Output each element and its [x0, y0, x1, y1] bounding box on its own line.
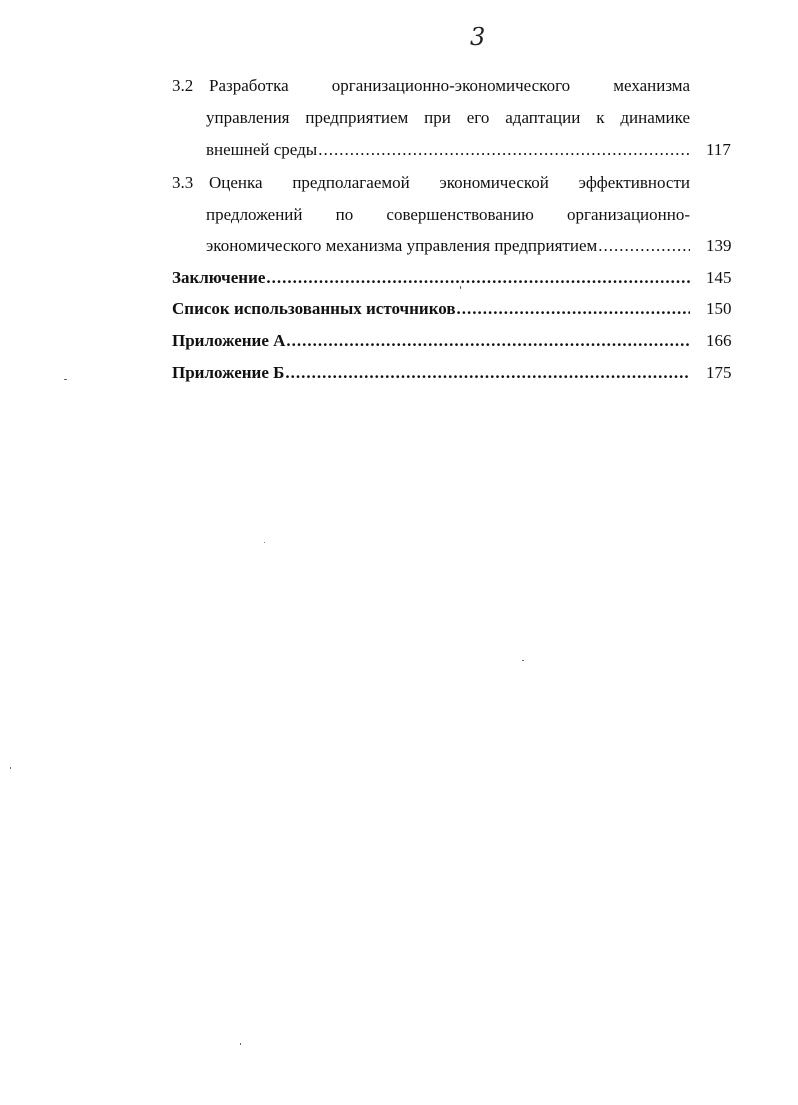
toc-entry-text: экономического механизма управления предприятием [206, 236, 598, 255]
dot-leader [457, 297, 690, 321]
toc-entry-leader [172, 329, 690, 353]
toc-page-number: 145 [706, 268, 732, 287]
toc-entry-appendix-b: Приложение Б [172, 363, 285, 382]
toc-entry-leader [172, 361, 690, 385]
toc-section-number: 3.3 [172, 173, 194, 192]
dot-leader [286, 329, 690, 353]
toc-entry-sources: Список использованных источников [172, 299, 456, 318]
toc-entry-appendix-a: Приложение А [172, 331, 286, 350]
toc-entry-leader [172, 266, 690, 290]
scan-speck [460, 286, 461, 289]
toc-entry-text: Разработка организационно-экономического механизма [209, 76, 690, 95]
scan-speck [522, 660, 524, 661]
scan-speck [240, 1043, 241, 1045]
toc-page-number: 166 [706, 331, 732, 350]
dot-leader [285, 361, 690, 385]
toc-entry-leader [206, 138, 690, 162]
scan-speck [10, 767, 11, 769]
toc-entry-text: Оценка предполагаемой экономической эффективности [209, 173, 690, 192]
toc-entry-leader [206, 234, 690, 258]
toc-page-number: 175 [706, 363, 732, 382]
scan-speck [264, 542, 265, 543]
toc-section-number: 3.2 [172, 76, 194, 95]
toc-entry-conclusion: Заключение [172, 268, 266, 287]
toc-entry-text: внешней среды [206, 140, 318, 159]
toc-page-number: 117 [706, 140, 731, 159]
page-number: 3 [470, 23, 486, 51]
dot-leader [318, 138, 690, 162]
dot-leader [266, 266, 690, 290]
toc-page-number: 139 [706, 236, 732, 255]
dot-leader [598, 234, 690, 258]
toc-entry-text: управления предприятием при его адаптации к динамике [206, 108, 690, 127]
scan-speck [64, 379, 67, 380]
toc-page-number: 150 [706, 299, 732, 318]
toc-entry-leader [172, 297, 690, 321]
toc-entry-text: предложений по совершенствованию организационно- [206, 205, 690, 224]
